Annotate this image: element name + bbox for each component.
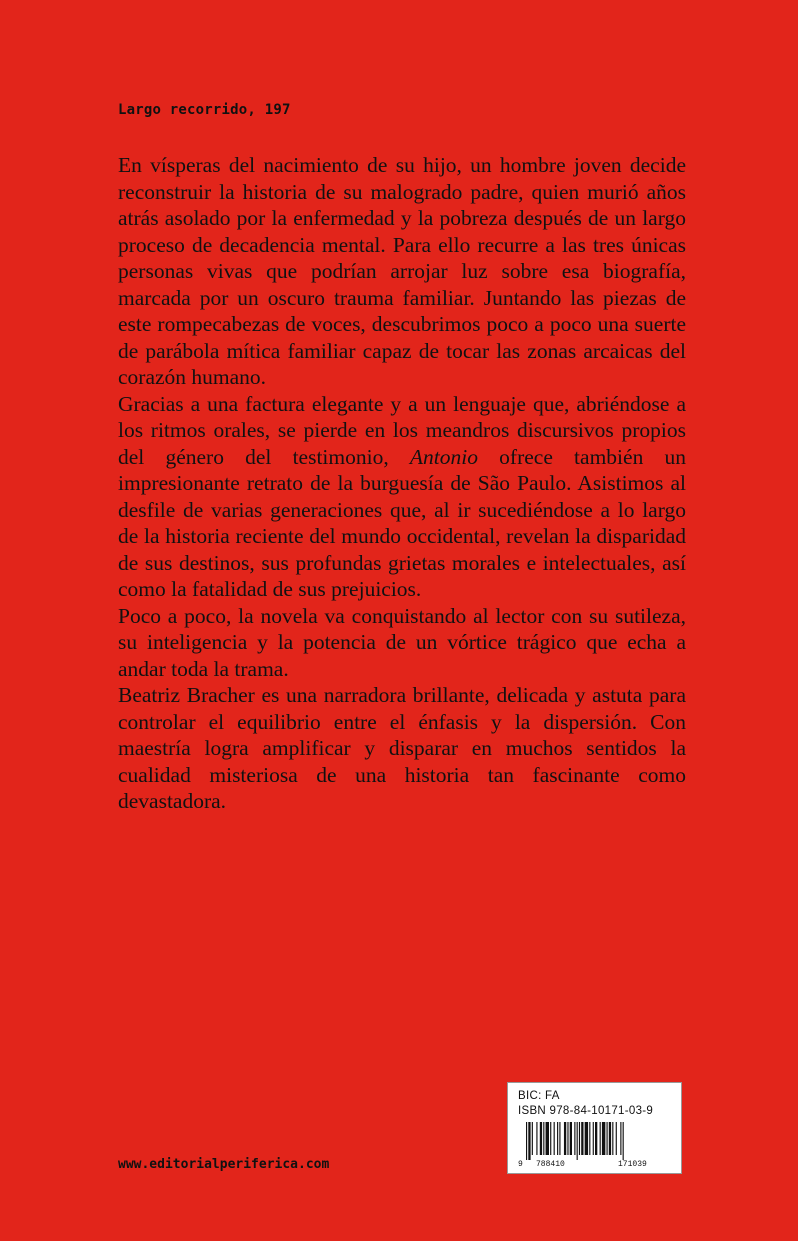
barcode-left-digits: 788410 xyxy=(536,1160,565,1169)
barcode-right-digits: 171039 xyxy=(618,1160,647,1169)
barcode-lead-digit: 9 xyxy=(518,1160,523,1169)
publisher-website: www.editorialperiferica.com xyxy=(118,1157,330,1172)
blurb-paragraph-1: En vísperas del nacimiento de su hijo, un hombre joven decide reconstruir la historia de su malogrado padre, quien murió años atrás asolado por la enfermedad y la pobreza después de un largo proceso de decadencia mental. Para ello recurre a las tres únicas personas vivas que podrían arrojar luz sobre esa biografía, marcada por un oscuro trauma familiar. Juntando las piezas de este rompecabezas de voces, descubrimos poco a poco una suerte de parábola mítica familiar capaz de tocar las zonas arcaicas del corazón humano. xyxy=(118,153,686,389)
series-label: Largo recorrido, 197 xyxy=(118,102,291,118)
blurb-paragraph-4: Beatriz Bracher es una narradora brillante, delicada y astuta para controlar el equilibrio entre el énfasis y la dispersión. Con maestría logra amplificar y disparar en muchos sentidos la cualidad misteriosa de una historia tan fascinante como devastadora. xyxy=(118,683,686,813)
blurb-paragraph-2-start: Gracias a una factura elegante y a un lenguaje que, abriéndose a los ritmos orales, se pierde en los meandros discursivos propios del género del testimonio, xyxy=(118,391,686,469)
isbn-number: ISBN 978-84-10171-03-9 xyxy=(518,1105,654,1117)
bic-code: BIC: FA xyxy=(518,1090,560,1102)
blurb-paragraph-2-end: ofrece también un impresionante retrato de la burguesía de São Paulo. Asistimos al desfile de varias generaciones que, al ir sucediéndose a lo largo de la historia reciente del mundo occidental, revelan la disparidad de sus destinos, sus profundas grietas morales e intelectuales, así como la fatalidad de sus prejuicios. xyxy=(118,444,686,601)
blurb-paragraph-3: Poco a poco, la novela va conquistando al lector con su sutileza, su inteligencia y la potencia de un vórtice trágico que echa a andar toda la trama. xyxy=(118,603,686,681)
barcode-label xyxy=(507,1082,682,1174)
barcode-digits xyxy=(518,1160,673,1172)
blurb-paragraph-2 xyxy=(118,391,686,603)
back-cover-blurb xyxy=(118,152,686,815)
barcode-icon xyxy=(518,1122,673,1160)
book-title: Antonio xyxy=(409,444,478,469)
